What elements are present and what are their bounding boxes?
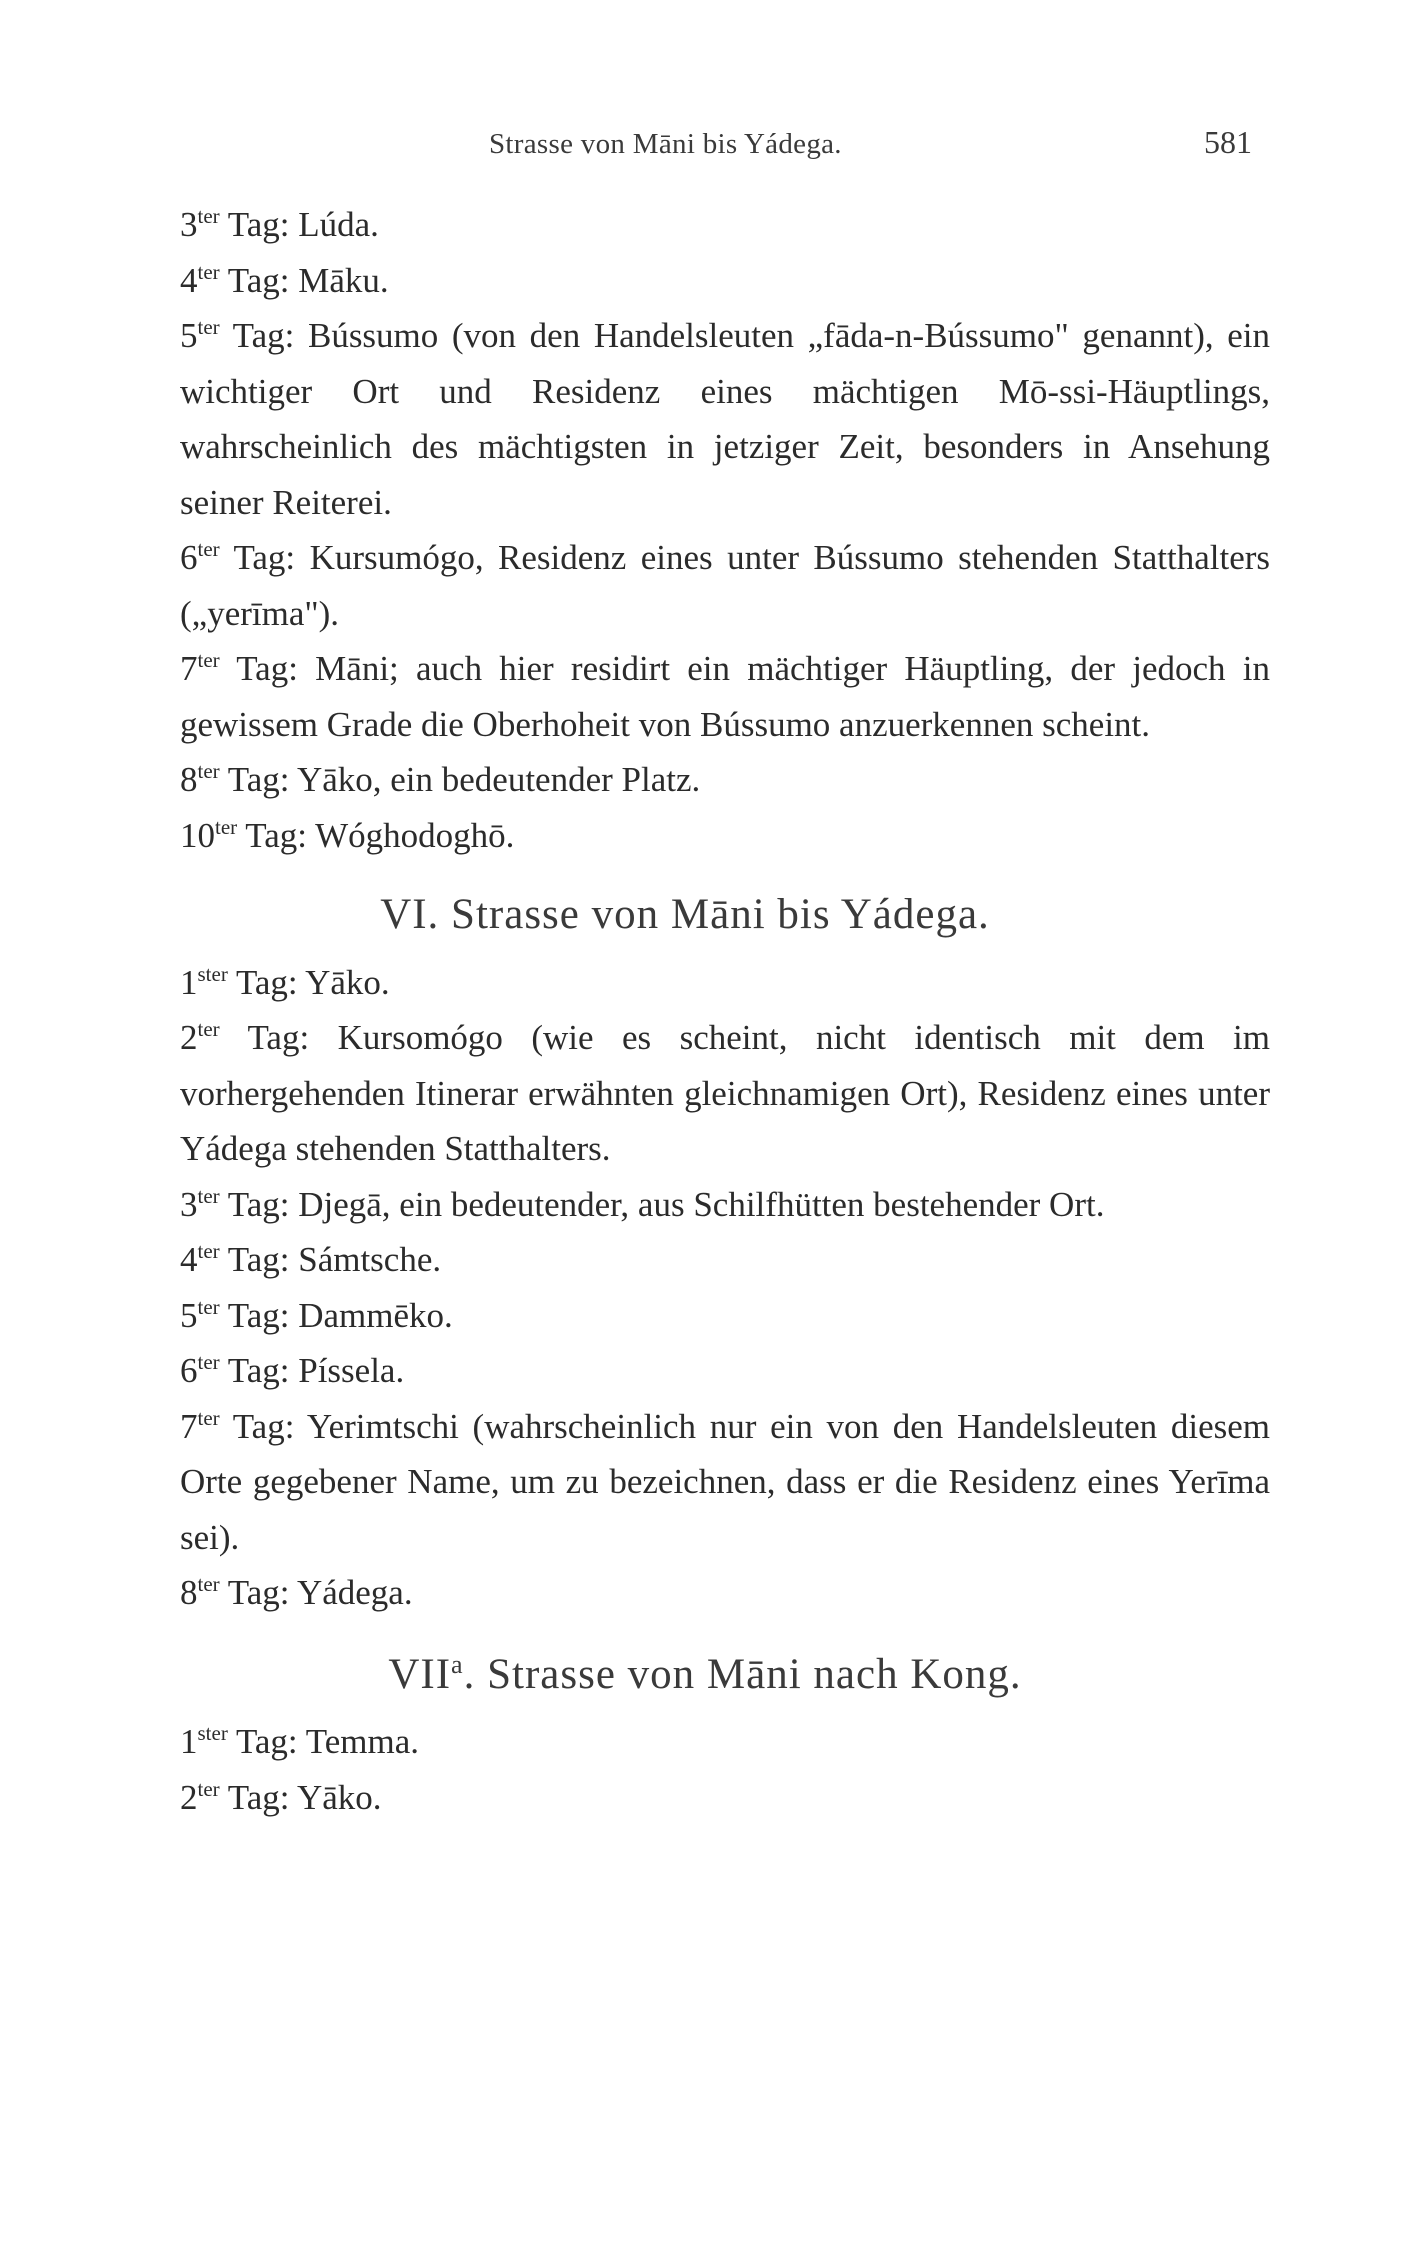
day-number: $8^{ter}$ <box>180 759 220 799</box>
entry-text: Kursomógo (wie es scheint, nicht identisch mit dem im vorhergehenden Itinerar erwähnten gleichnamigen Ort), Residenz eines unter Yádega stehenden Statthalters. <box>180 1018 1270 1168</box>
itinerary-entry <box>180 955 1270 1011</box>
day-number: $1^{ster}$ <box>180 1721 228 1761</box>
day-label: Tag: <box>227 1777 290 1817</box>
day-label: Tag: <box>227 1351 290 1390</box>
entry-text: Yāko. <box>296 1777 382 1817</box>
day-label: Tag: <box>232 316 295 355</box>
page-number: 581 <box>1204 124 1252 160</box>
itinerary-entry <box>180 197 1270 253</box>
day-label: Tag: <box>227 260 290 300</box>
day-number: $3^{ter}$ <box>180 204 220 244</box>
day-number: $2^{ter}$ <box>180 1776 220 1817</box>
day-label: Tag: <box>233 538 296 577</box>
running-head: Strasse von Māni bis Yádega. <box>489 128 842 160</box>
day-number: $3^{ter}$ <box>180 1183 220 1224</box>
entry-text: Māku. <box>298 260 389 300</box>
itinerary-entry <box>180 1399 1270 1566</box>
section-title-vi: VI. Strasse von Māni bis Yádega. <box>380 891 990 938</box>
entry-text: Dammēko. <box>298 1295 453 1335</box>
entry-text: Wóghodoghō. <box>315 815 515 855</box>
day-number: $6^{ter}$ <box>180 537 220 577</box>
entry-text: Djegā, ein bedeutender, aus Schilfhütten bestehender Ort. <box>298 1184 1105 1224</box>
day-number: $8^{ter}$ <box>180 1572 220 1612</box>
itinerary-entry <box>180 752 1270 808</box>
entry-text: Yerimtschi (wahrscheinlich nur ein von den Handelsleuten diesem Orte gegebener Name, um zu bezeichnen, dass er die Residenz eines Yerīma sei). <box>180 1406 1271 1557</box>
entry-text: Kursumógo, Residenz eines unter Bússumo stehenden Statthalters („yerīma"). <box>180 538 1271 633</box>
itinerary-text <box>180 197 1270 1825</box>
entry-text: Sámtsche. <box>298 1240 442 1279</box>
entry-text: Bússumo (von den Handelsleuten „fāda-n-Bússumo" genannt), ein wichtiger Ort und Residenz eines mächtigen Mō-ssi-Häuptlings, wahrscheinlich des mächtigsten in jetziger Zeit, besonders in Ansehung seiner Reiterei. <box>180 316 1270 522</box>
day-number: $2^{ter}$ <box>180 1017 220 1057</box>
day-number: $5^{ter}$ <box>180 315 220 355</box>
entry-text: Yāko. <box>305 962 390 1002</box>
day-label: Tag: <box>247 1018 310 1057</box>
day-label: Tag: <box>236 649 298 688</box>
day-number: $4^{ter}$ <box>180 1239 220 1279</box>
day-label: Tag: <box>227 760 290 799</box>
entry-text: Píssela. <box>298 1351 405 1390</box>
day-label: Tag: <box>245 815 307 855</box>
itinerary-entry <box>180 1010 1270 1177</box>
entry-text: Yāko, ein bedeutender Platz. <box>296 760 701 799</box>
itinerary-entry <box>180 808 1270 864</box>
entry-text: Māni; auch hier residirt ein mächtiger Häuptling, der jedoch in gewissem Grade die Oberhoheit von Bússumo anzuerkennen scheint. <box>180 649 1270 744</box>
entry-text: Yádega. <box>296 1573 413 1612</box>
day-label: Tag: <box>235 1722 298 1761</box>
day-number: $10^{ter}$ <box>180 814 238 855</box>
itinerary-entry <box>180 253 1270 309</box>
itinerary-entry <box>180 530 1270 641</box>
entry-text: Temma. <box>305 1722 419 1761</box>
day-label: Tag: <box>235 962 298 1002</box>
day-label: Tag: <box>227 1184 290 1224</box>
day-label: Tag: <box>227 1295 290 1335</box>
itinerary-entry <box>180 1770 1270 1826</box>
itinerary-entry <box>180 308 1270 530</box>
itinerary-entry <box>180 1232 1270 1288</box>
itinerary-entry <box>180 641 1270 752</box>
itinerary-entry <box>180 1714 1270 1770</box>
day-number: $7^{ter}$ <box>180 1405 220 1446</box>
day-label: Tag: <box>227 1573 290 1612</box>
day-label: Tag: <box>227 1240 290 1279</box>
itinerary-entry <box>180 1177 1270 1233</box>
day-label: Tag: <box>232 1406 295 1446</box>
day-number: $6^{ter}$ <box>180 1350 220 1390</box>
section-title-viia: VII$^a$. Strasse von Māni nach Kong. <box>388 1649 1022 1698</box>
itinerary-entry <box>180 1288 1270 1344</box>
entry-text: Lúda. <box>298 205 379 244</box>
itinerary-entry <box>180 1343 1270 1399</box>
itinerary-entry <box>180 1565 1270 1621</box>
day-number: $5^{ter}$ <box>180 1294 220 1335</box>
day-label: Tag: <box>227 205 290 244</box>
day-number: $7^{ter}$ <box>180 648 220 688</box>
day-number: $4^{ter}$ <box>180 259 220 300</box>
day-number: $1^{ster}$ <box>180 961 228 1002</box>
